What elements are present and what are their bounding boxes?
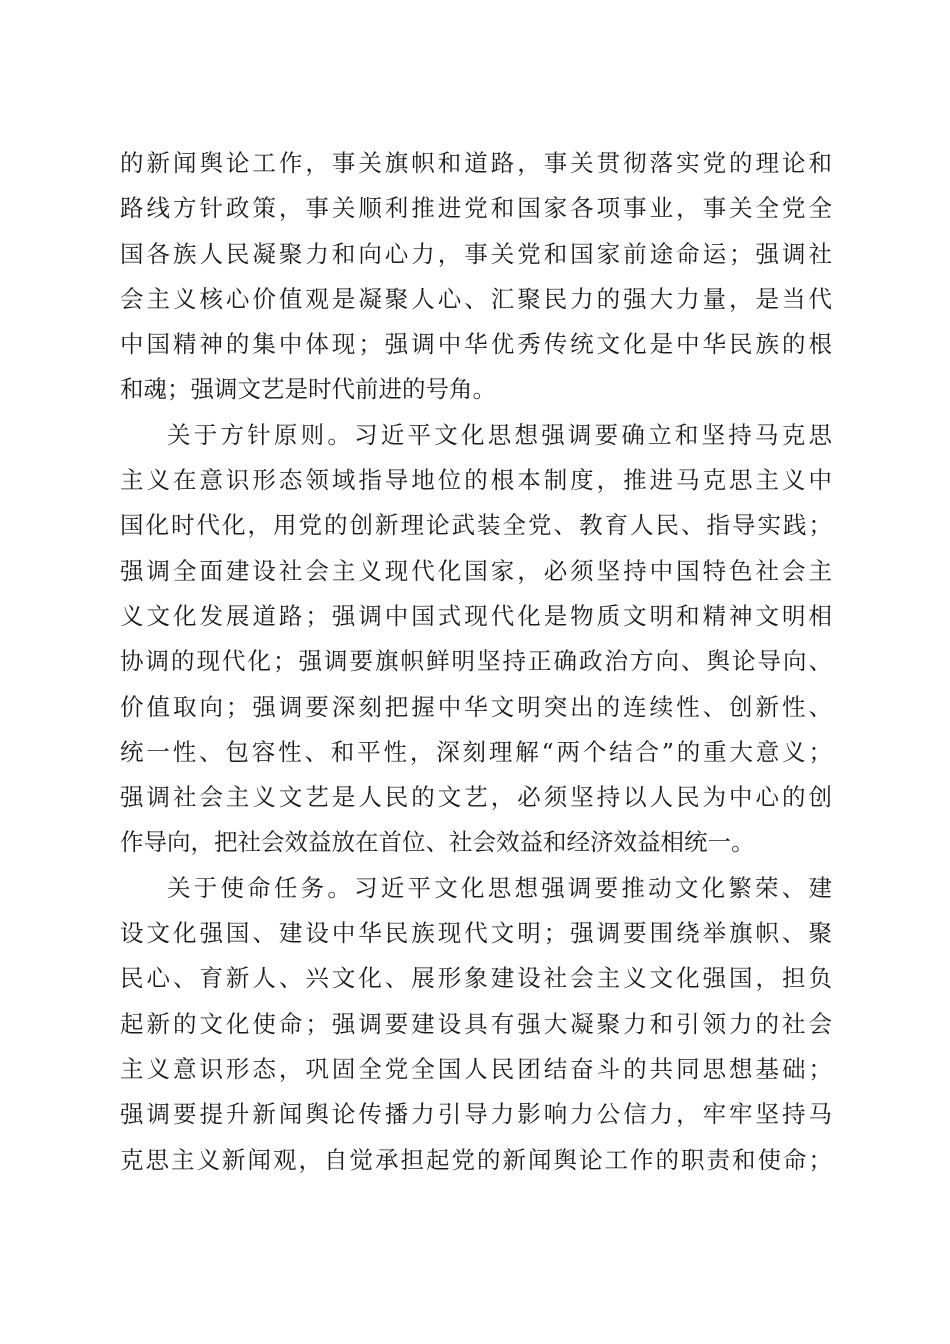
text-line: 民心、育新人、兴文化、展形象建设社会主义文化强国，担负 bbox=[120, 964, 832, 993]
text-line: 会主义核心价值观是凝聚人心、汇聚民力的强大力量，是当代 bbox=[120, 284, 832, 313]
text-line: 作导向，把社会效益放在首位、社会效益和经济效益相统一。 bbox=[120, 828, 755, 857]
text-line: 强调社会主义文艺是人民的文艺，必须坚持以人民为中心的创 bbox=[120, 783, 832, 812]
text-line: 协调的现代化；强调要旗帜鲜明坚持正确政治方向、舆论导向、 bbox=[120, 647, 832, 676]
text-line: 中国精神的集中体现；强调中华优秀传统文化是中华民族的根 bbox=[120, 330, 832, 359]
text-line: 主义意识形态，巩固全党全国人民团结奋斗的共同思想基础； bbox=[120, 1054, 832, 1083]
text-line: 克思主义新闻观，自觉承担起党的新闻舆论工作的职责和使命； bbox=[120, 1145, 832, 1174]
text-line: 起新的文化使命；强调要建设具有强大凝聚力和引领力的社会 bbox=[120, 1009, 832, 1038]
text-line: 统一性、包容性、和平性，深刻理解“两个结合”的重大意义； bbox=[120, 737, 832, 766]
text-line: 价值取向；强调要深刻把握中华文明突出的连续性、创新性、 bbox=[120, 692, 832, 721]
body-text bbox=[120, 141, 832, 1183]
text-line: 路线方针政策，事关顺利推进党和国家各项事业，事关全党全 bbox=[120, 194, 832, 223]
text-line: 国化时代化，用党的创新理论武装全党、教育人民、指导实践； bbox=[120, 511, 832, 540]
text-line: 和魂；强调文艺是时代前进的号角。 bbox=[120, 375, 496, 404]
text-line: 强调要提升新闻舆论传播力引导力影响力公信力，牢牢坚持马 bbox=[120, 1100, 832, 1129]
text-line: 主义在意识形态领域指导地位的根本制度，推进马克思主义中 bbox=[120, 466, 832, 495]
text-line: 国各族人民凝聚力和向心力，事关党和国家前途命运；强调社 bbox=[120, 239, 832, 268]
text-line: 设文化强国、建设中华民族现代文明；强调要围绕举旗帜、聚 bbox=[120, 919, 832, 948]
text-line: 义文化发展道路；强调中国式现代化是物质文明和精神文明相 bbox=[120, 601, 832, 630]
paragraph-first-line: 关于使命任务。习近平文化思想强调要推动文化繁荣、建 bbox=[167, 873, 832, 902]
paragraph-first-line: 关于方针原则。习近平文化思想强调要确立和坚持马克思 bbox=[167, 420, 832, 449]
text-line: 强调全面建设社会主义现代化国家，必须坚持中国特色社会主 bbox=[120, 556, 832, 585]
text-line: 的新闻舆论工作，事关旗帜和道路，事关贯彻落实党的理论和 bbox=[120, 149, 832, 177]
